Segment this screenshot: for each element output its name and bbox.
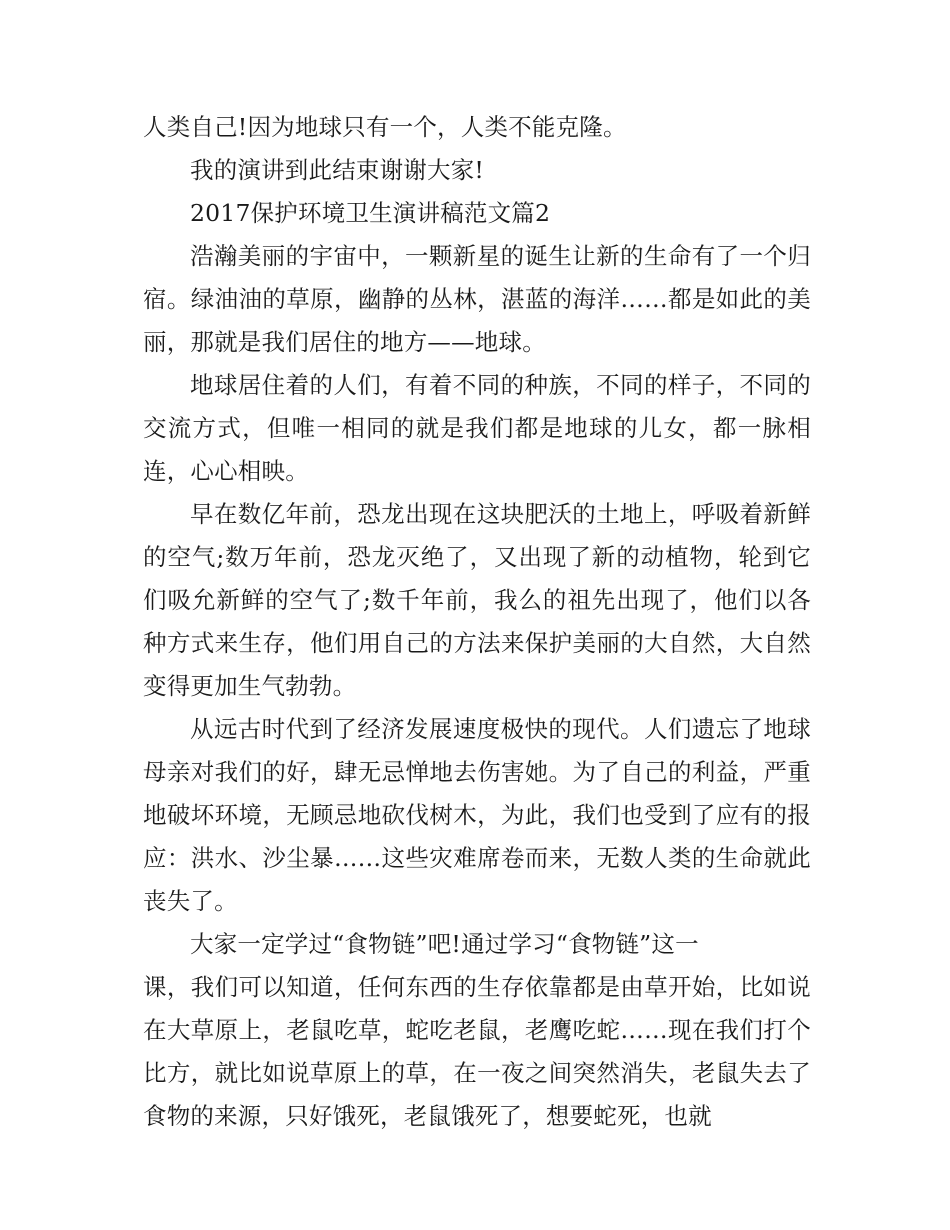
paragraph: 人类自己!因为地球只有一个，人类不能克隆。 <box>143 113 627 141</box>
document-body <box>143 106 811 1138</box>
paragraph: 大家一定学过“食物链”吧!通过学习“食物链”这一 <box>190 930 699 958</box>
paragraph: 课，我们可以知道，任何东西的生存依靠都是由草开始，比如说在大草原上，老鼠吃草，蛇吃老鼠，老鹰吃蛇……现在我们打个比方，就比如说草原上的草，在一夜之间突然消失，老鼠失去了食物的来源，只好饿死，老鼠饿死了，想要蛇死，也就 <box>143 973 811 1130</box>
section-heading: 2017保护环境卫生演讲稿范文篇2 <box>190 199 551 227</box>
paragraph: 浩瀚美丽的宇宙中，一颗新星的诞生让新的生命有了一个归宿。绿油油的草原，幽静的丛林，湛蓝的海洋……都是如此的美丽，那就是我们居住的地方——地球。 <box>143 242 811 356</box>
paragraph: 地球居住着的人们，有着不同的种族，不同的样子，不同的交流方式，但唯一相同的就是我们都是地球的儿女，都一脉相连，心心相映。 <box>143 371 811 485</box>
paragraph: 从远古时代到了经济发展速度极快的现代。人们遗忘了地球母亲对我们的好，肆无忌惮地去伤害她。为了自己的利益，严重地破坏环境，无顾忌地砍伐树木，为此，我们也受到了应有的报应：洪水、沙尘暴……这些灾难席卷而来，无数人类的生命就此丧失了。 <box>143 715 811 915</box>
paragraph: 我的演讲到此结束谢谢大家! <box>190 156 485 184</box>
paragraph: 早在数亿年前，恐龙出现在这块肥沃的土地上，呼吸着新鲜的空气;数万年前，恐龙灭绝了，又出现了新的动植物，轮到它们吸允新鲜的空气了;数千年前，我么的祖先出现了，他们以各种方式来生存，他们用自己的方法来保护美丽的大自然，大自然变得更加生气勃勃。 <box>143 500 811 700</box>
